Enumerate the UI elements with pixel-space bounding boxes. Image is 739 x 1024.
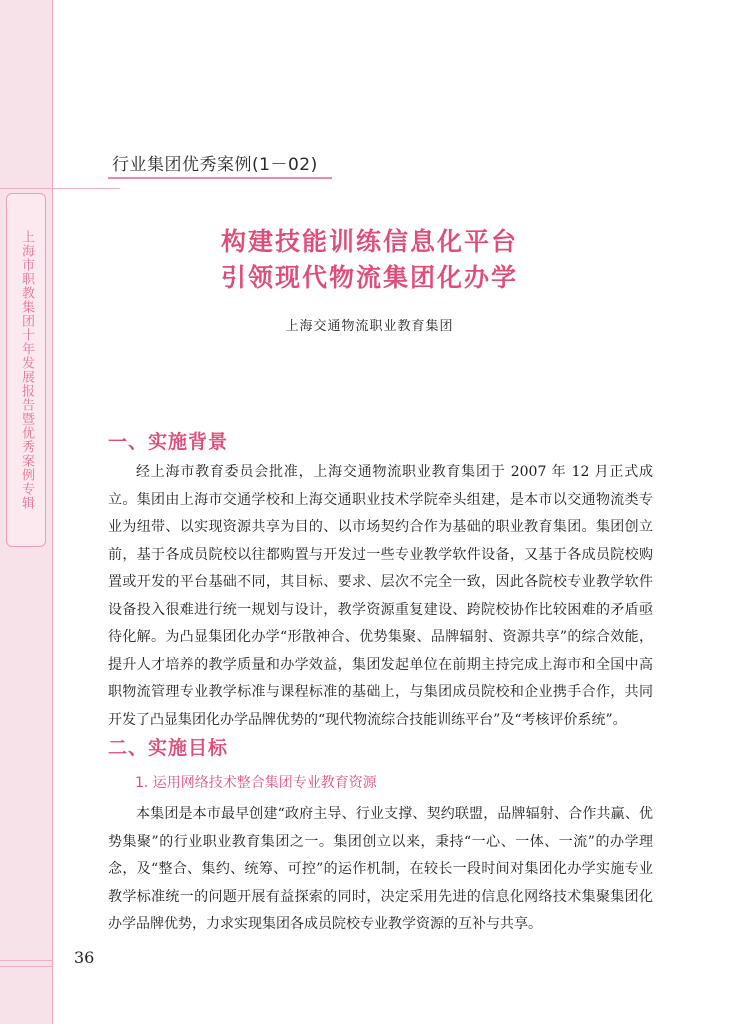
decorative-line <box>0 960 52 961</box>
section-heading: 一、实施背景 <box>108 431 229 453</box>
page-number: 36 <box>74 948 95 967</box>
margin-rule <box>52 0 53 1024</box>
section-paragraph: 本集团是本市最早创建“政府主导、行业支撑、契约联盟，品牌辐射、合作共赢、优势集聚”的行业职业教育集团之一。集团创立以来，秉持“一心、一体、一流”的办学理念，及“整合、集约、统筹、可控”的运作机制，在较长一段时间对集团化办学实施专业教学标准统一的问题开展有益探索的同时，决定采用先进的信息化网络技术集聚集团化办学品牌优势，力求实现集团各成员院校专业教学资源的互补与共享。 <box>108 806 653 932</box>
subsection-heading: 1. 运用网络技术整合集团专业教育资源 <box>135 775 377 791</box>
title-line-1: 构建技能训练信息化平台 <box>220 227 518 256</box>
section-paragraph: 经上海市教育委员会批准，上海交通物流职业教育集团于 2007 年 12 月正式成立。集团由上海市交通学校和上海交通职业技术学院牵头组建，是本市以交通物流类专业为纽带、以实现资源共享为目的、以市场契约合作为基础的职业教育集团。集团创立前，基于各成员院校以往都购置与开发过一些专业教学软件设备，又基于各成员院校购置或开发的平台基础不同，其目标、要求、层次不完全一致，因此各院校专业教学软件设备投入很难进行统一规划与设计，教学资源重复建设、跨院校协作比较困难的矛盾亟待化解。为凸显集团化办学“形散神合、优势集聚、品牌辐射、资源共享”的综合效能，提升人才培养的教学质量和办学效益，集团发起单位在前期主持完成上海市和全国中高职物流管理专业教学标准与课程标准的基础上，与集团成员院校和企业携手合作，共同开发了凸显集团化办学品牌优势的“现代物流综合技能训练平台”及“考核评价系统”。 <box>108 464 653 728</box>
series-underline <box>108 177 332 179</box>
title-line-2: 引领现代物流集团化办学 <box>220 263 518 292</box>
series-label: 行业集团优秀案例(1－02) <box>112 155 318 175</box>
section-heading: 二、实施目标 <box>108 737 229 759</box>
side-tab-label: 上海市职教集团十年发展报告暨优秀案例专辑 <box>19 230 34 510</box>
decorative-line <box>0 966 52 967</box>
author: 上海交通物流职业教育集团 <box>285 319 454 334</box>
decorative-line <box>0 188 120 189</box>
